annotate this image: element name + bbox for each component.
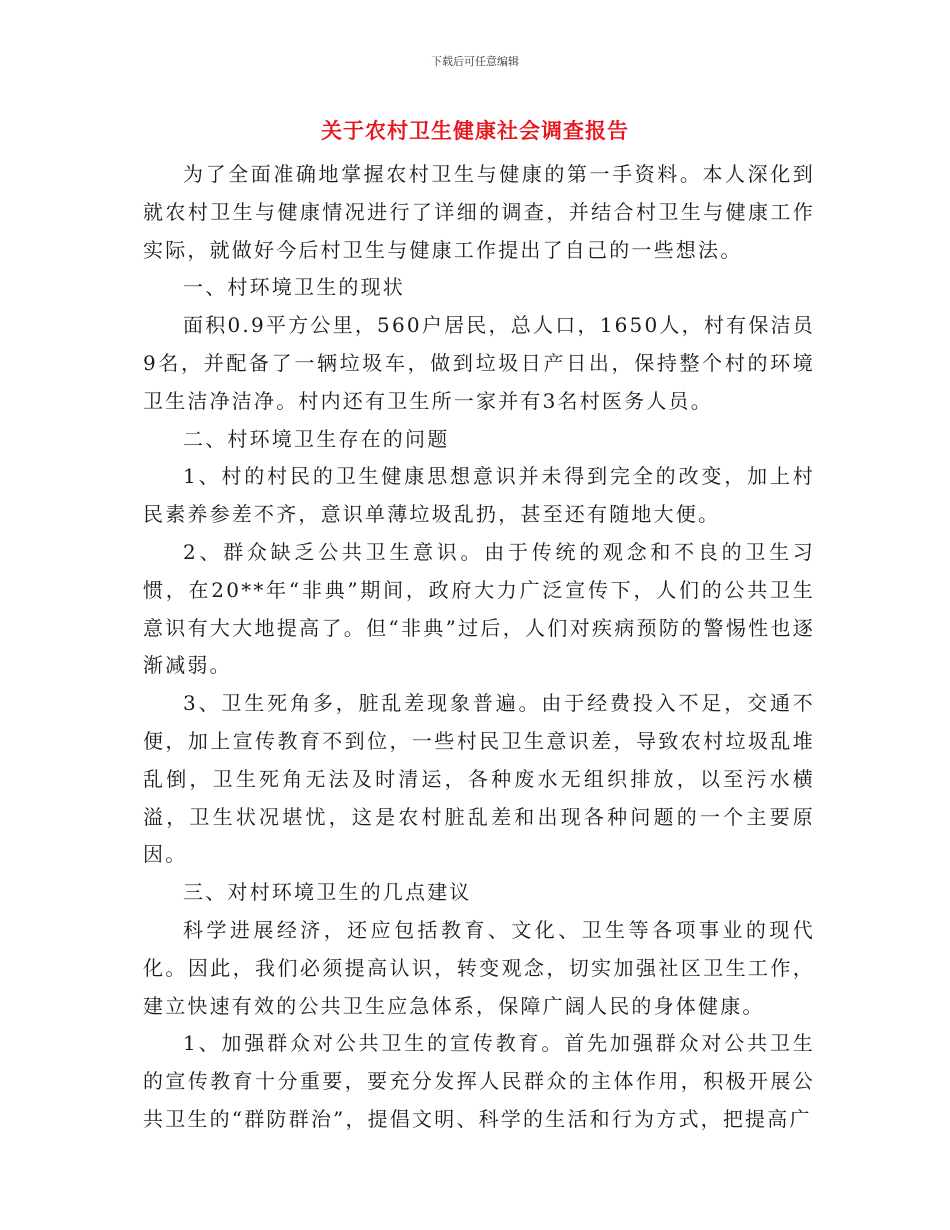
section-heading-1: 一、村环境卫生的现状 [183,275,405,300]
paragraph-suggestion-1: 1、加强群众对公共卫生的宣传教育。首先加强群众对公共卫生的宣传教育十分重要，要充分发挥人民群众的主体作用，积极开展公共卫生的“群防群治”，提倡文明、科学的生活和行为方式，把提高广 [143,1031,815,1131]
section-heading-3: 三、对村环境卫生的几点建议 [183,880,472,905]
section-heading-2: 二、村环境卫生存在的问题 [183,426,450,451]
document-title: 关于农村卫生健康社会调查报告 [321,119,629,143]
paragraph-intro: 为了全面准确地掌握农村卫生与健康的第一手资料。本人深化到就农村卫生与健康情况进行了详细的调查，并结合村卫生与健康工作实际，就做好今后村卫生与健康工作提出了自己的一些想法。 [143,162,815,262]
header-note: 下载后可任意编辑 [431,55,519,68]
paragraph-status: 面积0.9平方公里，560户居民，总人口，1650人，村有保洁员9名，并配备了一辆垃圾车，做到垃圾日产日出，保持整个村的环境卫生洁净洁净。村内还有卫生所一家并有3名村医务人员。 [143,313,815,413]
paragraph-problem-3: 3、卫生死角多，脏乱差现象普遍。由于经费投入不足，交通不便，加上宣传教育不到位，一些村民卫生意识差，导致农村垃圾乱堆乱倒，卫生死角无法及时清运，各种废水无组织排放，以至污水横溢，卫生状况堪忧，这是农村脏乱差和出现各种问题的一个主要原因。 [143,691,815,867]
paragraph-problem-1: 1、村的村民的卫生健康思想意识并未得到完全的改变，加上村民素养参差不齐，意识单薄垃圾乱扔，甚至还有随地大便。 [143,464,815,527]
document-body [143,156,815,1139]
paragraph-suggestion-intro: 科学进展经济，还应包括教育、文化、卫生等各项事业的现代化。因此，我们必须提高认识，转变观念，切实加强社区卫生工作，建立快速有效的公共卫生应急体系，保障广阔人民的身体健康。 [143,917,815,1018]
paragraph-problem-2: 2、群众缺乏公共卫生意识。由于传统的观念和不良的卫生习惯，在20**年“非典”期间，政府大力广泛宣传下，人们的公共卫生意识有大大地提高了。但“非典”过后，人们对疾病预防的警惕性也逐渐减弱。 [143,539,815,678]
